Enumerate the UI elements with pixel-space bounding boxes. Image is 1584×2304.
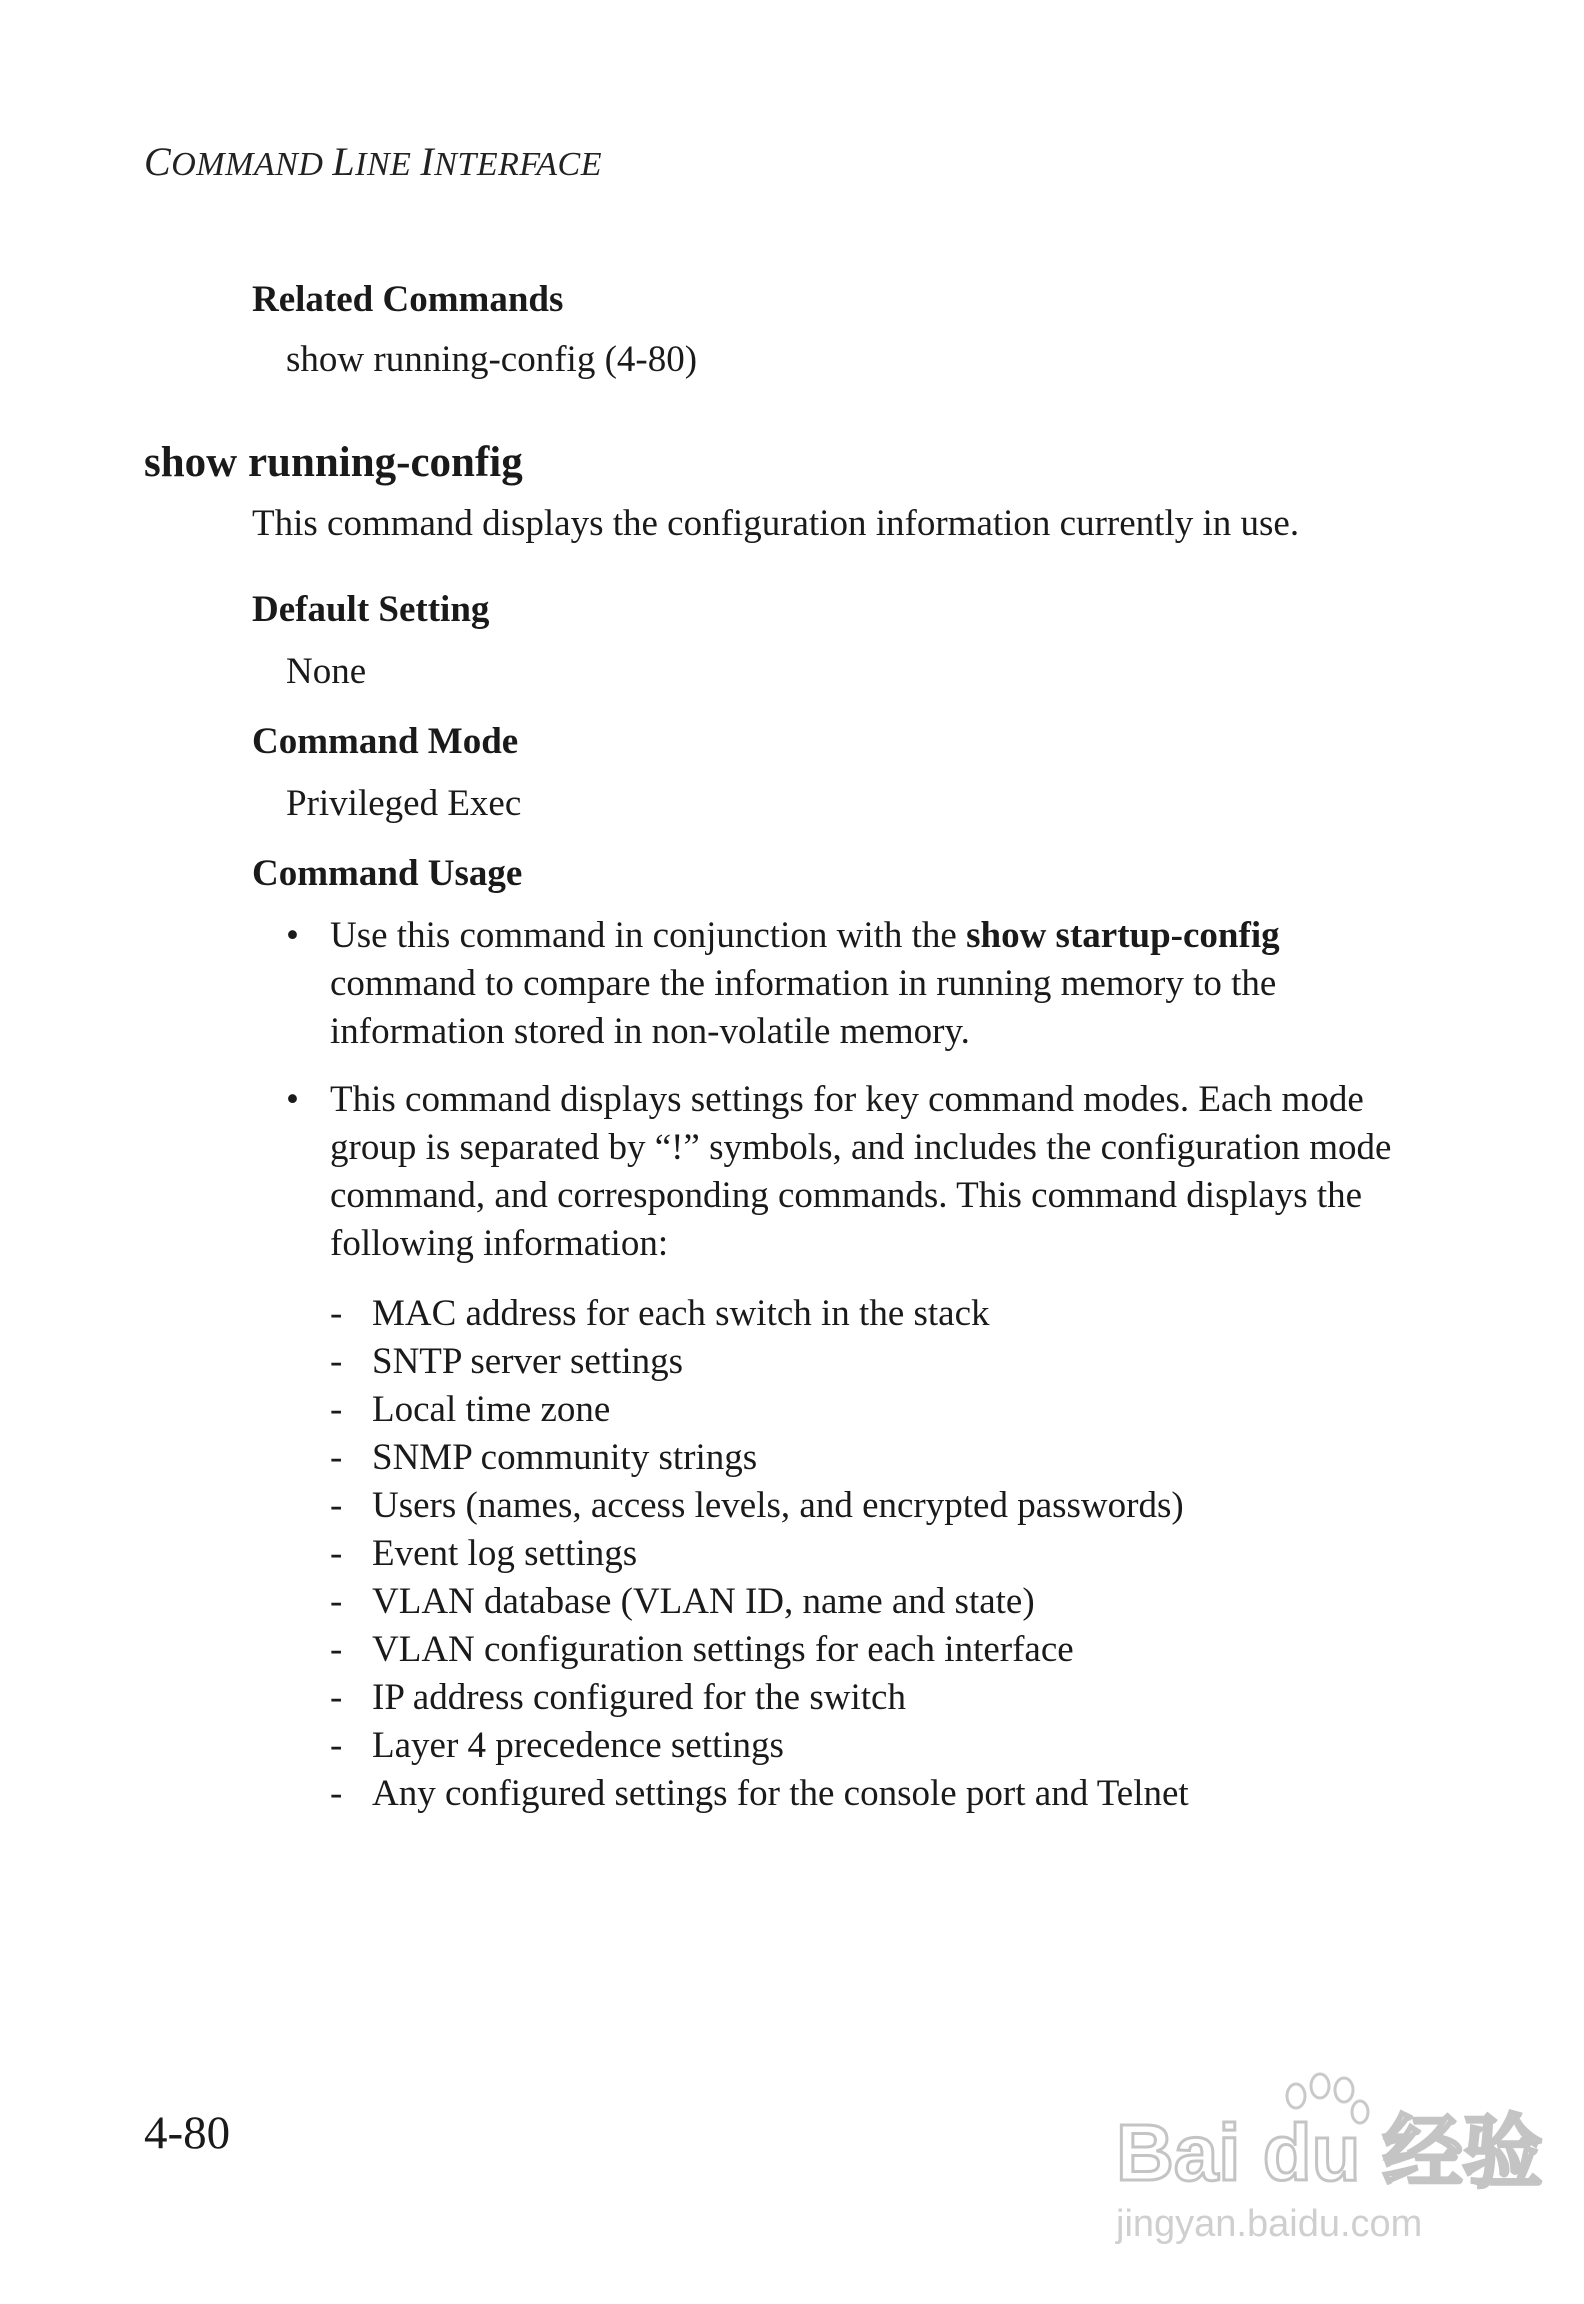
command-description: This command displays the configuration information currently in use.	[252, 503, 1300, 544]
command-mode-value: Privileged Exec	[286, 783, 522, 824]
list-item: - Any configured settings for the console port and Telnet	[330, 1773, 1189, 1814]
usage-bullet-1	[288, 912, 1428, 1056]
usage-bullet-2-text: This command displays settings for key command modes. Each mode group is separated by “!” symbols, and includes the configuration mode command, and corresponding commands. This command displays the following information:	[330, 1079, 1392, 1264]
startup-config-command: show startup-config	[966, 915, 1280, 956]
running-header: COMMAND LINE INTERFACE	[144, 139, 602, 184]
list-item: - SNTP server settings	[330, 1341, 684, 1382]
watermark-url: jingyan.baidu.com	[1116, 2203, 1423, 2245]
list-item: - Event log settings	[330, 1533, 638, 1574]
related-commands-text: show running-config (4-80)	[286, 339, 698, 380]
list-item: - MAC address for each switch in the stack	[330, 1293, 990, 1334]
list-item: - Layer 4 precedence settings	[330, 1725, 784, 1766]
default-setting-heading: Default Setting	[252, 589, 490, 630]
list-item: - IP address configured for the switch	[330, 1677, 906, 1718]
list-item: - Users (names, access levels, and encrypted passwords)	[330, 1485, 1184, 1526]
usage-bullet-2	[288, 1076, 1428, 1268]
watermark-logo: Bai du 经验	[1116, 2108, 1543, 2197]
bullet-icon: •	[286, 1079, 299, 1120]
baidu-watermark	[1110, 2068, 1543, 2248]
command-usage-heading: Command Usage	[252, 853, 523, 894]
info-list	[330, 1290, 1189, 1818]
bullet-icon: •	[286, 915, 299, 956]
command-title: show running-config	[144, 439, 523, 486]
command-mode-heading: Command Mode	[252, 721, 519, 762]
page-number: 4-80	[144, 2107, 231, 2159]
list-item: - SNMP community strings	[330, 1437, 758, 1478]
list-item: - VLAN configuration settings for each interface	[330, 1629, 1074, 1670]
default-setting-value: None	[286, 651, 367, 692]
list-item: - VLAN database (VLAN ID, name and state)	[330, 1581, 1035, 1622]
related-commands-heading: Related Commands	[252, 279, 564, 320]
list-item: - Local time zone	[330, 1389, 611, 1430]
usage-bullet-1-text: Use this command in conjunction with the show startup-config command to compare the information in running memory to the information stored in non-volatile memory.	[330, 915, 1280, 1052]
